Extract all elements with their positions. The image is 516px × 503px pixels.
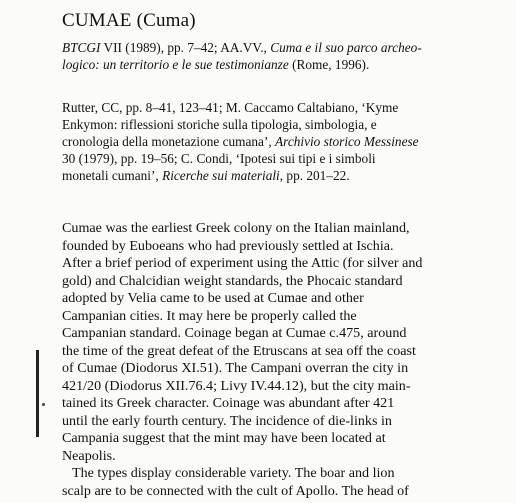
bib-line: Enkymon: riflessioni storiche sulla tipologia, simbologia, e xyxy=(62,117,377,132)
body-line: Neapolis. xyxy=(62,447,116,464)
body-line: scalp are to be connected with the cult of Apollo. The head of xyxy=(62,482,409,499)
body-line: until the early fourth century. The incidence of die-links in xyxy=(62,412,392,429)
bibliography-entry-1 xyxy=(62,39,494,73)
bib-line: BTCGI VII (1989), pp. 7–42; AA.VV., Cuma e il suo parco archeo- xyxy=(62,40,422,55)
bib-line: monetali cumani’, Ricerche sui materiali, pp. 201–22. xyxy=(62,168,350,183)
bib-line: Rutter, CC, pp. 8–41, 123–41; M. Caccamo Caltabiano, ‘Kyme xyxy=(62,100,399,115)
body-line: After a brief period of experiment using the Attic (for silver and xyxy=(62,255,423,271)
margin-marker-bar xyxy=(36,350,39,437)
body-paragraph-2 xyxy=(62,465,510,500)
bibliography-entry-2 xyxy=(62,99,494,184)
bib-line: 30 (1979), pp. 19–56; C. Condi, ‘Ipotesi sui tipi e i simboli xyxy=(62,151,376,166)
body-line: the time of the great defeat of the Etruscans at sea off the coast xyxy=(62,342,416,359)
body-line: Cumae was the earliest Greek colony on the Italian mainland, xyxy=(62,220,410,236)
body-line: gold) and Chalcidian weight standards, the Phocaic standard xyxy=(62,272,403,289)
body-paragraph-1 xyxy=(62,220,510,465)
body-line: adopted by Velia came to be used at Cumae and other xyxy=(62,290,364,306)
body-line: founded by Euboeans who had previously settled at Ischia. xyxy=(62,237,394,254)
body-line: Campanian standard. Coinage began at Cumae c.475, around xyxy=(62,325,407,341)
margin-marker-dot xyxy=(42,403,45,406)
body-line: tained its Greek character. Coinage was abundant after 421 xyxy=(62,395,395,411)
body-line: Campanian cities. It may here be properly called the xyxy=(62,307,357,324)
body-line: 421/20 (Diodorus XII.76.4; Livy IV.44.12), but the city main- xyxy=(62,377,411,394)
bib-line: cronologia della monetazione cumana’, Archivio storico Messinese xyxy=(62,134,419,149)
body-line: of Cumae (Diodorus XI.51). The Campani overran the city in xyxy=(62,360,409,376)
bib-line: logico: un territorio e le sue testimonianze (Rome, 1996). xyxy=(62,57,370,72)
body-line: The types display considerable variety. The boar and lion xyxy=(72,465,395,481)
section-title: CUMAE (Cuma) xyxy=(62,10,196,31)
body-line: Campania suggest that the mint may have been located at xyxy=(62,430,386,446)
